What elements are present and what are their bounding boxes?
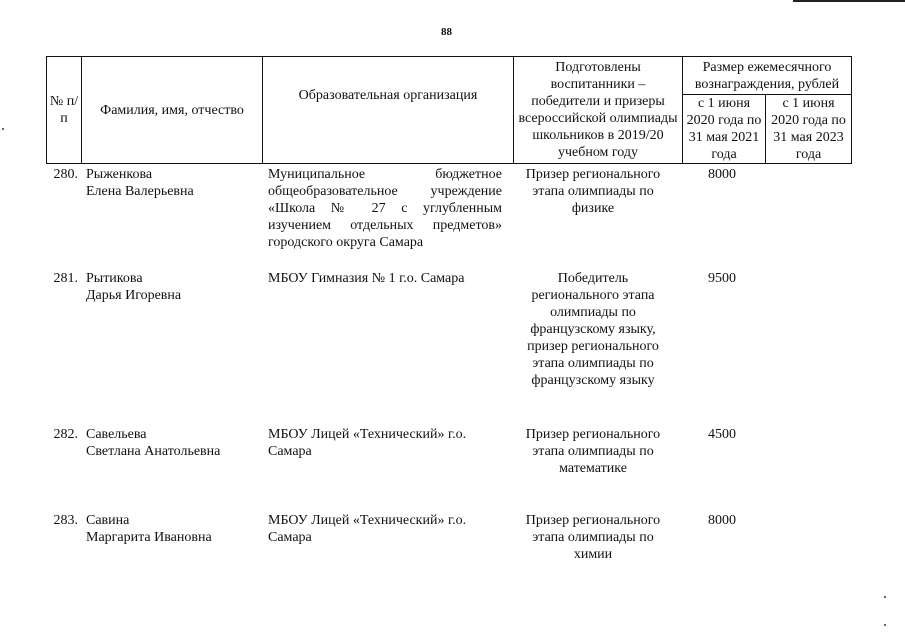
scan-speck <box>2 128 4 130</box>
row-given-names: Дарья Игоревна <box>86 288 182 303</box>
row-achievement: Победитель регионального этапа олимпиады по французскому языку, призер регионального этапа олимпиады по французскому языку <box>527 271 659 388</box>
row-number: 283. <box>53 513 78 528</box>
row-number: 282. <box>53 427 78 442</box>
row-achievement: Призер регионального этапа олимпиады по химии <box>525 513 661 562</box>
row-number: 281. <box>53 271 78 286</box>
header-col-org: Образовательная организация <box>263 57 514 164</box>
row-amount-period-1: 9500 <box>708 271 736 286</box>
row-achievement: Призер регионального этапа олимпиады по математике <box>525 427 661 476</box>
header-col-num: № п/п <box>47 57 82 164</box>
scan-speck <box>884 596 886 598</box>
table-header <box>46 56 852 164</box>
row-organization: МБОУ Гимназия № 1 г.о. Самара <box>268 271 465 286</box>
row-organization: МБОУ Лицей «Технический» г.о. Самара <box>268 427 467 459</box>
scan-speck <box>884 624 886 626</box>
row-name <box>86 270 256 304</box>
row-name <box>86 166 256 200</box>
row-number: 280. <box>53 167 78 182</box>
header-period-2: с 1 июня 2020 года по 31 мая 2023 года <box>766 95 852 164</box>
row-surname: Рыженкова <box>86 167 153 182</box>
row-organization: Муниципальное бюджетное общеобразовательное учреждение «Школа № 27 с углубленным изучением отдельных предметов» городского округа Самара <box>268 167 502 250</box>
row-amount-period-1: 4500 <box>708 427 736 442</box>
header-col-name: Фамилия, имя, отчество <box>82 57 263 164</box>
row-amount-period-1: 8000 <box>708 167 736 182</box>
header-col-award: Размер ежемесячного вознаграждения, рублей <box>683 57 852 95</box>
header-col-achievement: Подготовлены воспитанники – победители и призеры всероссийской олимпиады школьников в 2019/20 учебном году <box>514 57 683 164</box>
row-surname: Рытикова <box>86 271 143 286</box>
top-edge-line <box>793 0 905 2</box>
row-organization: МБОУ Лицей «Технический» г.о. Самара <box>268 513 467 545</box>
row-given-names: Маргарита Ивановна <box>86 530 212 545</box>
row-name <box>86 426 256 460</box>
row-given-names: Елена Валерьевна <box>86 184 194 199</box>
row-name <box>86 512 256 546</box>
header-period-1: с 1 июня 2020 года по 31 мая 2021 года <box>683 95 766 164</box>
page-number: 88 <box>441 26 452 38</box>
row-amount-period-1: 8000 <box>708 513 736 528</box>
row-surname: Савельева <box>86 427 147 442</box>
row-surname: Савина <box>86 513 130 528</box>
row-achievement: Призер регионального этапа олимпиады по физике <box>525 167 661 216</box>
row-given-names: Светлана Анатольевна <box>86 444 221 459</box>
